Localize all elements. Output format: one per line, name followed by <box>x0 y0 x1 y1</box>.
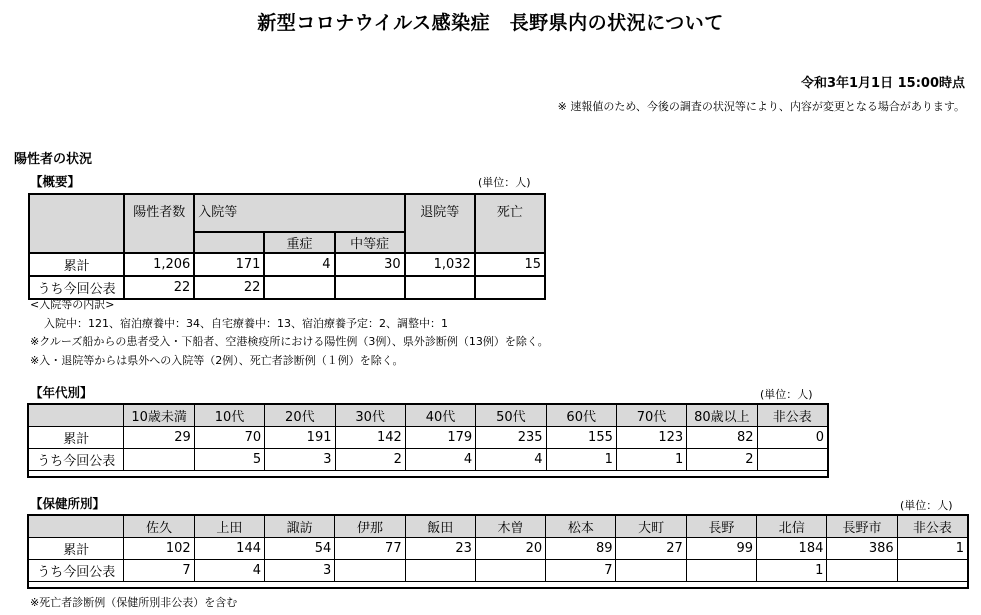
health-center-col-header: 北信 <box>757 516 827 538</box>
health-center-cell <box>405 560 475 582</box>
age-cell: 191 <box>265 427 335 449</box>
age-col-header: 10歳未満 <box>124 405 194 427</box>
age-label: 【年代別】 <box>30 385 93 400</box>
cell-deaths: 15 <box>475 253 545 276</box>
age-cell: 82 <box>687 427 757 449</box>
health-center-note: ※死亡者診断例（保健所別非公表）を含む <box>30 596 238 609</box>
health-center-cell: 4 <box>194 560 264 582</box>
health-center-col-header: 上田 <box>194 516 264 538</box>
age-cell: 179 <box>405 427 475 449</box>
health-center-col-header: 諏訪 <box>265 516 335 538</box>
age-col-header: 40代 <box>405 405 475 427</box>
health-center-cell: 99 <box>686 538 756 560</box>
disclaimer: ※ 速報値のため、今後の調査の状況等により、内容が変更となる場合があります。 <box>557 100 965 113</box>
health-center-cell: 3 <box>265 560 335 582</box>
age-col-header: 50代 <box>476 405 546 427</box>
age-cell: 5 <box>194 449 264 471</box>
health-center-cell: 23 <box>405 538 475 560</box>
table-row <box>29 253 545 276</box>
age-col-header: 70代 <box>616 405 686 427</box>
overview-corner <box>29 194 124 253</box>
header-positive: 陽性者数 <box>124 194 194 253</box>
health-center-cell: 184 <box>757 538 827 560</box>
cell-moderate <box>335 276 405 299</box>
health-center-cell: 1 <box>757 560 827 582</box>
age-cell <box>757 449 827 471</box>
header-discharged: 退院等 <box>405 194 475 253</box>
health-center-cell <box>475 560 545 582</box>
age-cell: 235 <box>476 427 546 449</box>
overview-unit: (単位：人) <box>478 176 531 189</box>
age-cell: 123 <box>616 427 686 449</box>
overview-note-2: 入院中：121、宿泊療養中：34、自宅療養中：13、宿泊療養予定：2、調整中：1 <box>44 317 448 330</box>
health-center-unit: (単位：人) <box>900 499 953 512</box>
age-cell: 142 <box>335 427 405 449</box>
health-center-col-header: 松本 <box>546 516 616 538</box>
cell-severe <box>264 276 334 299</box>
health-center-cell: 89 <box>546 538 616 560</box>
health-center-col-header: 佐久 <box>124 516 194 538</box>
health-center-cell: 144 <box>194 538 264 560</box>
header-hospitalized-blank <box>194 232 264 253</box>
cell-discharged <box>405 276 475 299</box>
health-center-cell: 386 <box>827 538 897 560</box>
table-row <box>29 427 828 449</box>
age-cell: 1 <box>616 449 686 471</box>
age-cell: 70 <box>194 427 264 449</box>
row-label: 累計 <box>29 538 124 560</box>
health-center-col-header: 飯田 <box>405 516 475 538</box>
age-unit: (単位：人) <box>760 388 813 401</box>
health-center-cell <box>686 560 756 582</box>
health-center-col-header: 長野 <box>686 516 756 538</box>
age-cell: 2 <box>687 449 757 471</box>
overview-table <box>28 193 546 300</box>
header-moderate: 中等症 <box>335 232 405 253</box>
health-center-cell: 1 <box>897 538 967 560</box>
page-title: 新型コロナウイルス感染症 長野県内の状況について <box>257 12 724 34</box>
age-col-header: 80歳以上 <box>687 405 757 427</box>
cell-discharged: 1,032 <box>405 253 475 276</box>
cell-deaths <box>475 276 545 299</box>
row-label: 累計 <box>29 427 124 449</box>
overview-note-3: ※クルーズ船からの患者受入・下船者、空港検疫所における陽性例（3例）、県外診断例（13例）を除く。 <box>30 335 549 348</box>
health-center-cell: 54 <box>265 538 335 560</box>
health-center-col-header: 伊那 <box>335 516 405 538</box>
header-hospitalized: 入院等 <box>194 194 404 232</box>
age-cell: 0 <box>757 427 827 449</box>
cell-moderate: 30 <box>335 253 405 276</box>
health-center-col-header: 大町 <box>616 516 686 538</box>
health-center-label: 【保健所別】 <box>30 496 106 511</box>
cell-severe: 4 <box>264 253 334 276</box>
row-label: 累計 <box>29 253 124 276</box>
row-label: うち今回公表 <box>29 449 124 471</box>
age-col-header: 20代 <box>265 405 335 427</box>
age-cell <box>124 449 194 471</box>
overview-label: 【概要】 <box>30 174 81 189</box>
age-cell: 1 <box>546 449 616 471</box>
age-col-header: 30代 <box>335 405 405 427</box>
report-date: 令和3年1月1日 15:00時点 <box>800 76 965 91</box>
age-cell: 4 <box>476 449 546 471</box>
health-center-cell: 7 <box>546 560 616 582</box>
health-center-cell <box>616 560 686 582</box>
table-row <box>29 449 828 471</box>
health-center-cell: 7 <box>124 560 194 582</box>
health-center-cell: 27 <box>616 538 686 560</box>
health-center-table <box>28 515 968 582</box>
header-deaths: 死亡 <box>475 194 545 253</box>
age-cell: 3 <box>265 449 335 471</box>
cell-hospitalized: 171 <box>194 253 264 276</box>
health-center-col-header: 非公表 <box>897 516 967 538</box>
age-cell: 4 <box>405 449 475 471</box>
row-label: うち今回公表 <box>29 276 124 299</box>
row-label: うち今回公表 <box>29 560 124 582</box>
age-cell: 155 <box>546 427 616 449</box>
table-row <box>29 538 968 560</box>
health-center-cell <box>897 560 967 582</box>
overview-note-4: ※入・退院等からは県外への入院等（2例）、死亡者診断例（１例）を除く。 <box>30 354 404 367</box>
health-center-corner <box>29 516 124 538</box>
health-center-cell: 20 <box>475 538 545 560</box>
section-title: 陽性者の状況 <box>14 152 93 167</box>
health-center-col-header: 長野市 <box>827 516 897 538</box>
age-table <box>28 404 828 471</box>
header-severe: 重症 <box>264 232 334 253</box>
overview-note-1: <入院等の内訳> <box>30 298 115 311</box>
age-corner <box>29 405 124 427</box>
age-col-header: 10代 <box>194 405 264 427</box>
health-center-cell: 77 <box>335 538 405 560</box>
age-cell: 2 <box>335 449 405 471</box>
cell-positive: 22 <box>124 276 194 299</box>
age-cell: 29 <box>124 427 194 449</box>
health-center-col-header: 木曽 <box>475 516 545 538</box>
cell-hospitalized: 22 <box>194 276 264 299</box>
cell-positive: 1,206 <box>124 253 194 276</box>
health-center-cell: 102 <box>124 538 194 560</box>
health-center-cell <box>827 560 897 582</box>
table-row <box>29 560 968 582</box>
age-col-header: 非公表 <box>757 405 827 427</box>
health-center-cell <box>335 560 405 582</box>
age-col-header: 60代 <box>546 405 616 427</box>
